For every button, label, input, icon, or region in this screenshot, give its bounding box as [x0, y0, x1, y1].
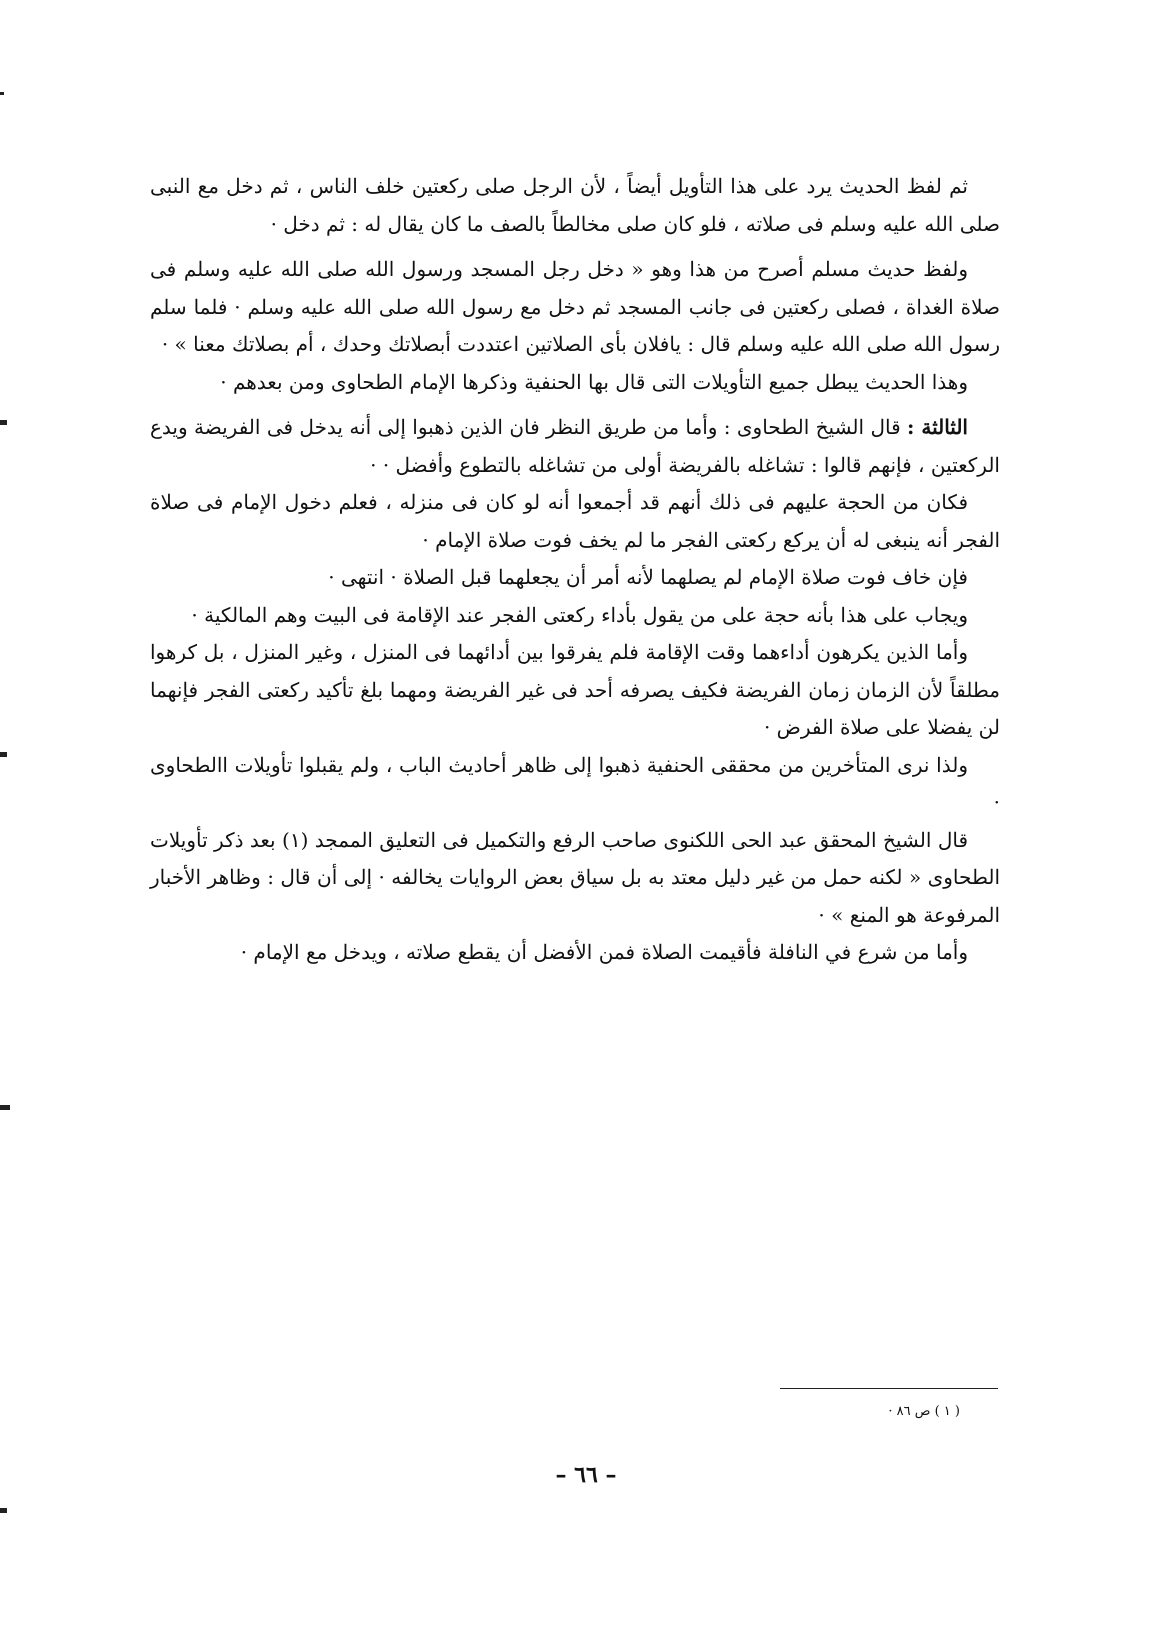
paragraph-4-lead: الثالثة :	[907, 415, 968, 439]
paragraph-10: قال الشيخ المحقق عبد الحى اللكنوى صاحب الرفع والتكميل فى التعليق الممجد (١) بعد ذكر تأويلات الطحاوى « لكنه حمل من غير دليل معتد به بل سياق بعض الروايات يخالفه · إلى أن قال : وظاهر الأخبار المرفوعة هو المنع » ·	[150, 827, 1000, 927]
page-number: – ٦٦ –	[555, 1462, 617, 1488]
scan-edge-mark	[0, 752, 7, 757]
paragraph-4-body: قال الشيخ الطحاوى : وأما من طريق النظر فان الذين ذهبوا إلى أنه يدخل فى الفريضة ويدع الركعتين ، فإنهم قالوا : تشاغله بالفريضة أولى من تشاغله بالتطوع وأفضل · ·	[150, 415, 1000, 477]
footnote-divider	[780, 1388, 998, 1389]
paragraph-8: وأما الذين يكرهون أداءهما وقت الإقامة فلم يفرقوا بين أدائهما فى المنزل ، وغير المنزل ، بل كرهوا مطلقاً لأن الزمان زمان الفريضة فكيف يصرفه أحد فى غير الفريضة ومهما بلغ تأكيد ركعتى الفجر فإنهما لن يفضلا على صلاة الفرض ·	[150, 640, 1000, 739]
paragraph-1: ثم لفظ الحديث يرد على هذا التأويل أيضاً ، لأن الرجل صلى ركعتين خلف الناس ، ثم دخل مع النبى صلى الله عليه وسلم فى صلاته ، فلو كان صلى مخالطاً بالصف ما كان يقال له : ثم دخل ·	[150, 174, 1000, 236]
paragraph-2: ولفظ حديث مسلم أصرح من هذا وهو « دخل رجل المسجد ورسول الله صلى الله عليه وسلم فى صلاة الغداة ، فصلى ركعتين فى جانب المسجد ثم دخل مع رسول الله صلى الله عليه وسلم · فلما سلم رسول الله صلى الله عليه وسلم قال : يافلان بأى الصلاتين اعتددت أبصلاتك وحدك ، أم بصلاتك معنا » ·	[150, 257, 1000, 356]
paragraph-7: ويجاب على هذا بأنه حجة على من يقول بأداء ركعتى الفجر عند الإقامة فى البيت وهم المالكية ·	[191, 602, 968, 627]
footnote: ( ١ ) ص ٨٦ ·	[888, 1404, 960, 1419]
scan-edge-mark	[0, 1105, 10, 1110]
paragraph-9: ولذا نرى المتأخرين من محققى الحنفية ذهبوا إلى ظاهر أحاديث الباب ، ولم يقبلوا تأويلات االطحاوى ·	[150, 752, 1000, 814]
paragraph-4	[150, 409, 1000, 484]
scan-edge-mark	[0, 420, 7, 425]
scan-edge-mark	[0, 1508, 7, 1513]
paragraph-3: وهذا الحديث يبطل جميع التأويلات التى قال بها الحنفية وذكرها الإمام الطحاوى ومن بعدهم ·	[220, 369, 968, 394]
scan-edge-mark	[0, 92, 4, 95]
paragraph-5: فكان من الحجة عليهم فى ذلك أنهم قد أجمعوا أنه لو كان فى منزله ، فعلم دخول الإمام فى صلاة الفجر أنه ينبغى له أن يركع ركعتى الفجر ما لم يخف فوت صلاة الإمام ·	[150, 490, 1000, 552]
paragraph-6: فإن خاف فوت صلاة الإمام لم يصلهما لأنه أمر أن يجعلهما قبل الصلاة · انتهى ·	[328, 565, 968, 589]
body-text	[150, 168, 1000, 972]
paragraph-11: وأما من شرع في النافلة فأقيمت الصلاة فمن الأفضل أن يقطع صلاته ، ويدخل مع الإمام ·	[240, 940, 968, 964]
